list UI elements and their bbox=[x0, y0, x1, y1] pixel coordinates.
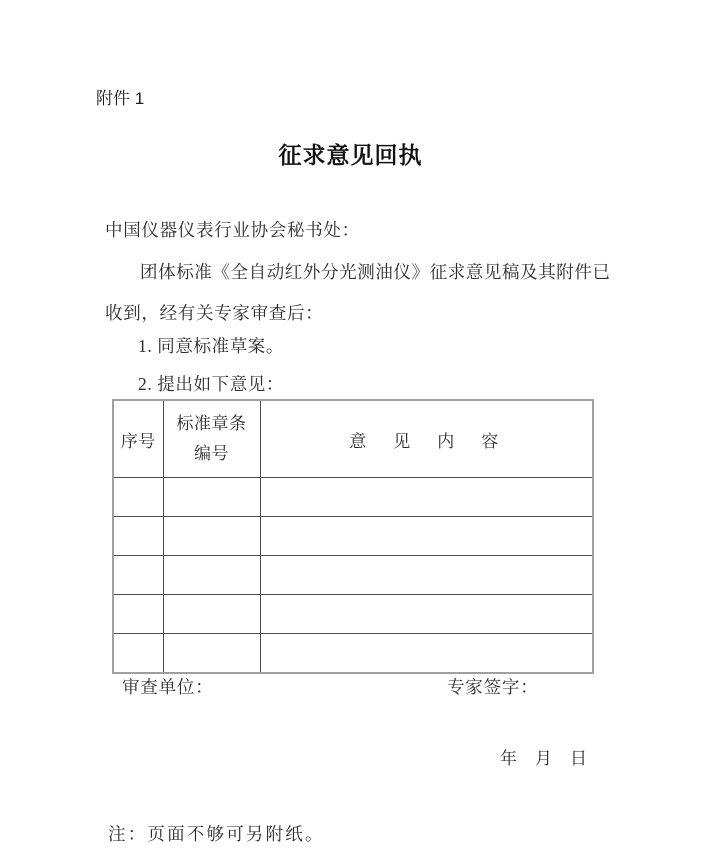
table-header-row bbox=[113, 400, 593, 478]
date-line: 年 月 日 bbox=[500, 749, 588, 768]
empty-table-row bbox=[113, 556, 593, 595]
table-body bbox=[113, 478, 593, 674]
col-header-comment-content: 意 见 内 容 bbox=[260, 400, 593, 478]
empty-table-cell bbox=[113, 478, 163, 517]
col-header-clause-line2: 编号 bbox=[194, 444, 229, 463]
list-item-comments-follow: 2. 提出如下意见： bbox=[138, 374, 284, 394]
empty-table-cell bbox=[260, 595, 593, 634]
col-header-clause-line1: 标准章条 bbox=[176, 414, 247, 433]
page-title: 征求意见回执 bbox=[278, 142, 423, 168]
empty-table-row bbox=[113, 634, 593, 674]
col-header-index: 序号 bbox=[113, 400, 163, 478]
empty-table-cell bbox=[163, 595, 260, 634]
expert-signature-label: 专家签字： bbox=[447, 677, 539, 697]
empty-table-cell bbox=[163, 556, 260, 595]
empty-table-cell bbox=[260, 478, 593, 517]
empty-table-cell bbox=[260, 517, 593, 556]
list-item-agree-draft: 1. 同意标准草案。 bbox=[138, 336, 284, 356]
empty-table-row bbox=[113, 595, 593, 634]
comments-table bbox=[112, 399, 594, 674]
body-paragraph-line-2: 收到，经有关专家审查后： bbox=[105, 303, 324, 323]
body-paragraph-line-1: 团体标准《全自动红外分光测油仪》征求意见稿及其附件已 bbox=[140, 262, 611, 282]
empty-table-cell bbox=[113, 517, 163, 556]
col-header-clause-number bbox=[163, 400, 260, 478]
attachment-label: 附件 1 bbox=[96, 89, 145, 108]
review-unit-label: 审查单位： bbox=[122, 677, 214, 697]
empty-table-cell bbox=[163, 478, 260, 517]
footnote: 注：页面不够可另附纸。 bbox=[108, 824, 325, 844]
empty-table-row bbox=[113, 478, 593, 517]
empty-table-cell bbox=[113, 595, 163, 634]
empty-table-cell bbox=[260, 634, 593, 674]
empty-table-row bbox=[113, 517, 593, 556]
empty-table-cell bbox=[113, 634, 163, 674]
empty-table-cell bbox=[163, 634, 260, 674]
empty-table-cell bbox=[163, 517, 260, 556]
empty-table-cell bbox=[113, 556, 163, 595]
empty-table-cell bbox=[260, 556, 593, 595]
salutation-line: 中国仪器仪表行业协会秘书处： bbox=[105, 220, 360, 240]
